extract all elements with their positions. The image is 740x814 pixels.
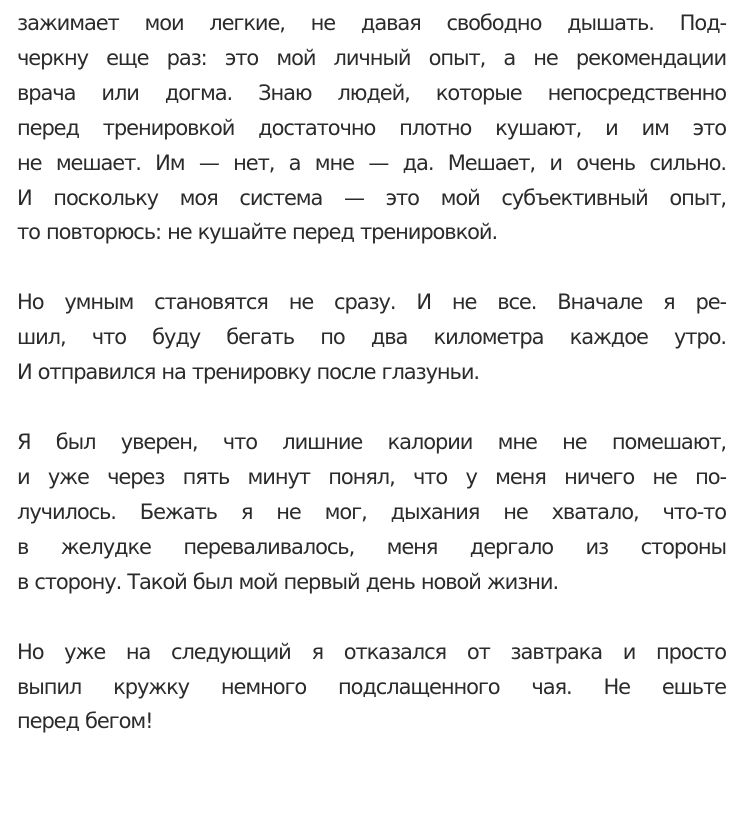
paragraph-2	[17, 285, 726, 390]
text-line: Но уже на следующий я отказался от завтрака и просто	[17, 639, 726, 664]
text-line: И поскольку моя система — это мой субъективный опыт,	[17, 185, 726, 210]
text-line: врача или догма. Знаю людей, которые непосредственно	[17, 80, 726, 105]
text-line: в желудке переваливалось, меня дергало из стороны	[17, 534, 726, 559]
text-line: зажимает мои легкие, не давая свободно дышать. Под-	[17, 11, 726, 35]
paragraph-3	[17, 425, 726, 600]
paragraph-gap	[17, 390, 726, 425]
text-line: выпил кружку немного подслащенного чая. Не ешьте	[17, 674, 726, 699]
text-line: Но умным становятся не сразу. И не все. Вначале я ре-	[17, 290, 726, 315]
paragraph-gap	[17, 250, 726, 285]
text-line: лучилось. Бежать я не мог, дыхания не хватало, что-то	[17, 499, 726, 524]
paragraph-gap	[17, 600, 726, 635]
text-line: не мешает. Им — нет, а мне — да. Мешает, и очень сильно.	[17, 150, 726, 175]
text-line: Я был уверен, что лишние калории мне не помешают,	[17, 430, 726, 455]
text-line: перед тренировкой достаточно плотно кушают, и им это	[17, 115, 726, 140]
text-line: черкну еще раз: это мой личный опыт, а не рекомендации	[17, 45, 726, 70]
text-line: в сторону. Такой был мой первый день новой жизни.	[17, 569, 559, 594]
text-line: И отправился на тренировку после глазуньи.	[17, 360, 479, 385]
text-line: то повторюсь: не кушайте перед тренировкой.	[17, 220, 498, 245]
text-line: перед бегом!	[17, 709, 153, 734]
paragraph-4	[17, 635, 726, 740]
text-line: и уже через пять минут понял, что у меня ничего не по-	[17, 464, 726, 489]
text-line: шил, что буду бегать по два километра каждое утро.	[17, 325, 726, 350]
paragraph-1	[17, 6, 726, 250]
